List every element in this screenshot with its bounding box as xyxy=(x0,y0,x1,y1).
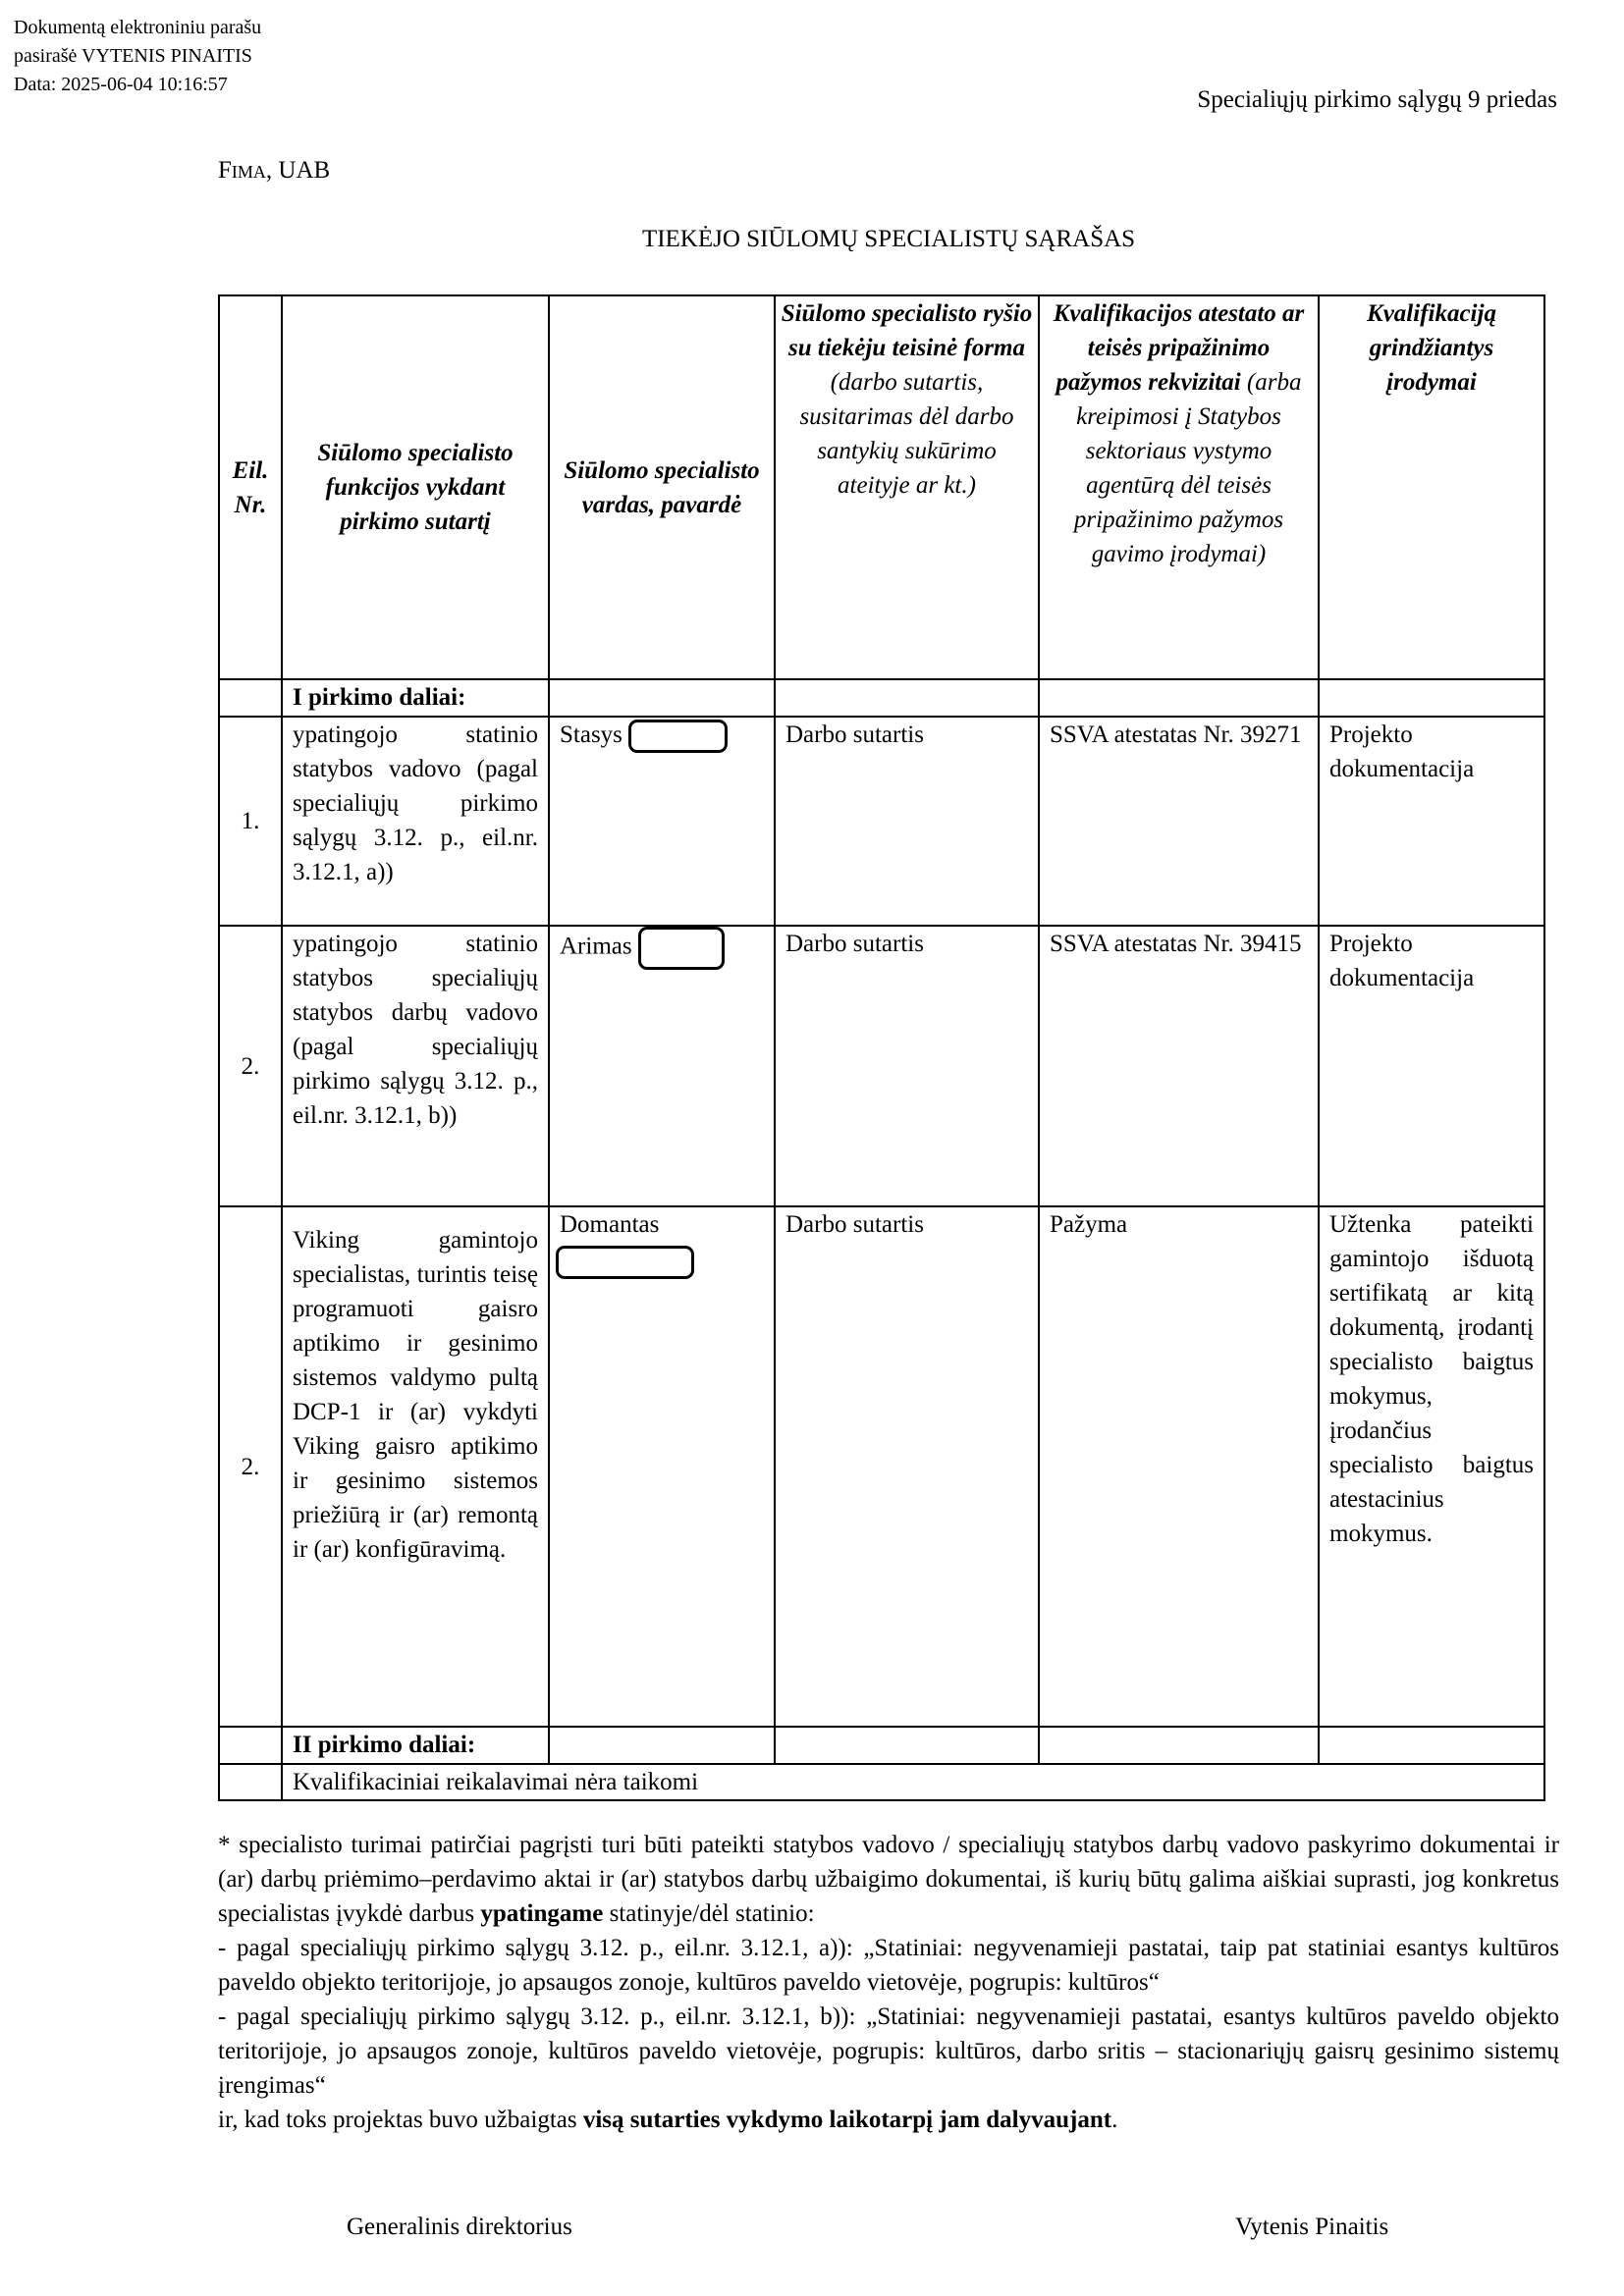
stamp-line: Data: 2025-06-04 10:16:57 xyxy=(14,74,228,95)
row-relation: Darbo sutartis xyxy=(775,926,1039,1206)
first-name: Arimas xyxy=(560,933,632,960)
header-certificate xyxy=(1039,295,1319,679)
company-name xyxy=(218,157,330,185)
row-function: ypatingojo statinio statybos vadovo (pagal specialiųjų pirkimo sąlygų 3.12. p., eil.nr. 3.12.1, a)) xyxy=(282,717,549,926)
footnote-emphasis: visą sutarties vykdymo laikotarpį jam dalyvaujant xyxy=(582,2107,1112,2133)
header-cert-note: (arba kreipimosi į Statybos sektoriaus vystymo agentūrą dėl teisės pripažinimo pažymos gavimo įrodymai) xyxy=(1073,369,1302,567)
footnote-emphasis: ypatingame xyxy=(480,1900,604,1927)
stamp-line: pasirašė VYTENIS PINAITIS xyxy=(14,45,252,67)
first-name: Domantas xyxy=(560,1211,660,1238)
table-header-row xyxy=(219,295,1544,679)
signatory-position: Generalinis direktorius xyxy=(347,2214,572,2240)
footnote-paragraph xyxy=(218,2103,1559,2137)
header-relation-note: (darbo sutartis, susitarimas dėl darbo santykių sukūrimo ateityje ar kt.) xyxy=(799,369,1014,499)
footnote-text: . xyxy=(1111,2107,1118,2133)
signatory-name: Vytenis Pinaitis xyxy=(1235,2214,1389,2240)
row-name xyxy=(549,926,775,1206)
footnote-paragraph xyxy=(218,1828,1559,1931)
section-note-row xyxy=(219,1764,1544,1800)
section-2-note: Kvalifikaciniai reikalavimai nėra taikomi xyxy=(282,1764,1544,1800)
section-row xyxy=(219,679,1544,717)
footnote-text: statinyje/dėl statinio: xyxy=(603,1900,815,1927)
table-row xyxy=(219,926,1544,1206)
redacted-surname xyxy=(556,1246,694,1279)
header-cert-bold: Kvalifikacijos atestato ar teisės pripažinimo pažymos rekvizitai xyxy=(1053,300,1305,396)
table-row xyxy=(219,717,1544,926)
header-relation xyxy=(775,295,1039,679)
row-function: Viking gamintojo specialistas, turintis teisę programuoti gaisro aptikimo ir gesinimo sistemos valdymo pultą DCP-1 ir (ar) vykdyti Viking gaisro aptikimo ir gesinimo sistemos priežiūrą ir (ar) remontą ir (ar) konfigūravimą. xyxy=(282,1206,549,1727)
redacted-surname xyxy=(638,927,725,970)
row-function: ypatingojo statinio statybos specialiųjų statybos darbų vadovo (pagal specialiųjų pirkimo sąlygų 3.12. p., eil.nr. 3.12.1, b)) xyxy=(282,926,549,1206)
table-row xyxy=(219,1206,1544,1727)
row-nr: 2. xyxy=(219,926,282,1206)
row-nr: 2. xyxy=(219,1206,282,1727)
row-nr: 1. xyxy=(219,717,282,926)
row-proof: Užtenka pateikti gamintojo išduotą sertifikatą ar kitą dokumentą, įrodantį specialisto baigtus mokymus, įrodančius specialisto baigtus atestacinius mokymus. xyxy=(1319,1206,1544,1727)
specialists-table xyxy=(218,294,1545,1801)
header-relation-bold: Siūlomo specialisto ryšio su tiekėju teisinė forma xyxy=(781,300,1033,361)
row-certificate: Pažyma xyxy=(1039,1206,1319,1727)
row-name xyxy=(549,1206,775,1727)
row-certificate: SSVA atestatas Nr. 39271 xyxy=(1039,717,1319,926)
footnote xyxy=(218,1828,1559,2137)
company-name-main: Fima xyxy=(218,157,266,184)
section-2-label: II pirkimo daliai: xyxy=(282,1727,549,1764)
row-proof: Projekto dokumentacija xyxy=(1319,926,1544,1206)
row-proof: Projekto dokumentacija xyxy=(1319,717,1544,926)
footnote-paragraph: - pagal specialiųjų pirkimo sąlygų 3.12. p., eil.nr. 3.12.1, a)): „Statiniai: negyvenamieji pastatai, taip pat statiniai esantys kultūros paveldo objekto teritorijoje, jo apsaugos zonoje, kultūros paveldo vietovėje, pogrupis: kultūros“ xyxy=(218,1935,1559,1996)
page-title: TIEKĖJO SIŪLOMŲ SPECIALISTŲ SĄRAŠAS xyxy=(641,226,1136,252)
electronic-signature-stamp xyxy=(14,14,261,99)
stamp-line: Dokumentą elektroniniu parašu xyxy=(14,17,262,38)
row-certificate: SSVA atestatas Nr. 39415 xyxy=(1039,926,1319,1206)
footnote-paragraph: - pagal specialiųjų pirkimo sąlygų 3.12. p., eil.nr. 3.12.1, b)): „Statiniai: negyvenamieji pastatai, esantys kultūros paveldo objekto teritorijoje, jo apsaugos zonoje, kultūros paveldo vietovėje, pogrupis: kultūros, darbo sritis – stacionariųjų gaisrų gesinimo sistemų įrengimas“ xyxy=(218,2003,1559,2099)
first-name: Stasys xyxy=(560,721,623,748)
section-row xyxy=(219,1727,1544,1764)
annex-label: Specialiųjų pirkimo sąlygų 9 priedas xyxy=(1197,86,1557,113)
header-nr: Eil. Nr. xyxy=(219,295,282,679)
row-relation: Darbo sutartis xyxy=(775,717,1039,926)
header-function: Siūlomo specialisto funkcijos vykdant pirkimo sutartį xyxy=(282,295,549,679)
section-1-label: I pirkimo daliai: xyxy=(282,679,549,717)
header-proof: Kvalifikaciją grindžiantys įrodymai xyxy=(1319,295,1544,679)
footnote-text: ir, kad toks projektas buvo užbaigtas xyxy=(218,2107,583,2133)
header-name: Siūlomo specialisto vardas, pavardė xyxy=(549,295,775,679)
footnote-text: * specialisto turimai patirčiai pagrįsti turi būti pateikti statybos vadovo / specialiųjų statybos darbų vadovo paskyrimo dokumentai ir (ar) darbų priėmimo–perdavimo aktai ir (ar) statybos darbų užbaigimo dokumentai, iš kurių būtų galima aiškiai suprasti, jog konkretus specialistas įvykdė darbus xyxy=(218,1832,1559,1927)
row-relation: Darbo sutartis xyxy=(775,1206,1039,1727)
company-suffix: , UAB xyxy=(265,157,331,184)
row-name xyxy=(549,717,775,926)
redacted-surname xyxy=(628,720,728,753)
